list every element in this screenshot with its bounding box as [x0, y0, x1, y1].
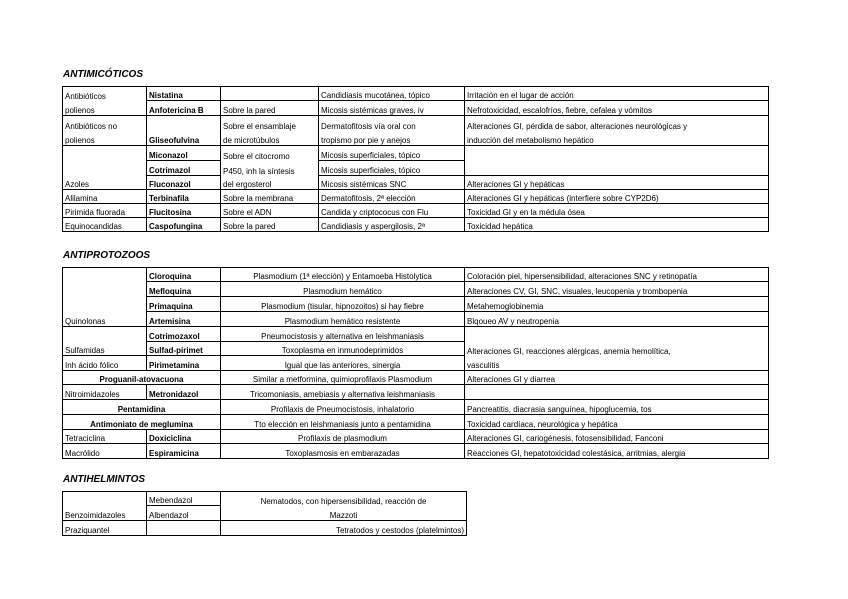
mechanism-cell: de microtúbulos	[221, 131, 319, 146]
effect-cell: Alteraciones GI y diarrea	[465, 371, 769, 385]
drug-cell: Terbinafila	[147, 190, 221, 204]
effect-cell: Reacciones GI, hepatotoxicidad colestásica, arritmias, alergia	[465, 444, 769, 459]
effect-cell	[465, 385, 769, 400]
table-row	[63, 146, 769, 161]
antimicoticos-table	[62, 86, 769, 232]
mechanism-cell: Sobre la membrana	[221, 190, 319, 204]
table-row	[63, 492, 467, 506]
drug-cell: Proguanil-atovacuona	[63, 371, 221, 385]
effect-cell: Alteraciones GI y hepáticas	[465, 176, 769, 190]
use-cell: Dermatofitosis, 2ª elección	[319, 190, 465, 204]
mechanism-cell: Sobre el ADN	[221, 204, 319, 218]
drug-cell: Pirimetamina	[147, 356, 221, 371]
table-row	[63, 430, 769, 444]
mechanism-cell: Sobre la pared	[221, 101, 319, 116]
group-cell: Tetraciclina	[63, 430, 147, 444]
drug-cell: Praziquantel	[63, 521, 147, 536]
use-cell: Micosis superficiales, tópico	[319, 146, 465, 161]
table-row	[63, 506, 467, 521]
group-cell: polienos	[63, 101, 147, 116]
use-cell: Candidiasis y aspergilosis, 2ª	[319, 218, 465, 232]
use-cell: Toxoplasmosis en embarazadas	[221, 444, 465, 459]
use-cell: Profilaxis de Pneumocistosis, inhalatorio	[221, 400, 465, 415]
group-cell: Sulfamidas	[63, 342, 147, 356]
group-cell: Benzoimidazoles	[63, 506, 147, 521]
group-cell	[63, 282, 147, 297]
group-cell	[63, 268, 147, 282]
group-cell	[63, 297, 147, 312]
mechanism-cell: Sobre el ensamblaje	[221, 116, 319, 131]
table-row	[63, 297, 769, 312]
mechanism-cell: Sobre el citocromo	[221, 146, 319, 161]
antiprotozoos-table	[62, 267, 769, 459]
effect-cell: Toxicidad hepática	[465, 218, 769, 232]
table-row	[63, 190, 769, 204]
effect-cell: Metahemoglobinemia	[465, 297, 769, 312]
effect-cell: Coloración piel, hipersensibilidad, alteraciones SNC y retinopatía	[465, 268, 769, 282]
drug-cell: Doxiciclina	[147, 430, 221, 444]
drug-cell: Metronidazol	[147, 385, 221, 400]
effect-cell: Alteraciones GI, cariogénesis, fotosensibilidad, Fanconi	[465, 430, 769, 444]
effect-cell: inducción del metabolismo hepático	[465, 131, 769, 146]
table-row	[63, 342, 769, 356]
drug-cell: Cloroquina	[147, 268, 221, 282]
table-row	[63, 131, 769, 146]
table-row	[63, 116, 769, 131]
group-cell: Quinolonas	[63, 312, 147, 327]
effect-cell	[465, 146, 769, 161]
drug-cell: Espiramicina	[147, 444, 221, 459]
table-row	[63, 282, 769, 297]
table-row	[63, 371, 769, 385]
effect-cell	[465, 161, 769, 176]
use-cell: Mazzoti	[221, 506, 467, 521]
empty-cell	[147, 521, 221, 536]
effect-cell: Blqoueo AV y neutropenia	[465, 312, 769, 327]
use-cell: Dermatofitosis vía oral con	[319, 116, 465, 131]
drug-cell: Primaquina	[147, 297, 221, 312]
table-row	[63, 204, 769, 218]
drug-cell: Sulfad-pirimet	[147, 342, 221, 356]
group-cell: Azoles	[63, 176, 147, 190]
use-cell: tropismo por pie y anejos	[319, 131, 465, 146]
group-cell: Inh ácido fólico	[63, 356, 147, 371]
table-row	[63, 385, 769, 400]
effect-cell: Alteraciones CV, GI, SNC, visuales, leucopenia y trombopenia	[465, 282, 769, 297]
drug-cell	[147, 116, 221, 131]
drug-cell: Mefloquina	[147, 282, 221, 297]
use-cell: Igual que las anteriores, sinergia	[221, 356, 465, 371]
antihelmintos-table	[62, 491, 467, 536]
group-cell	[63, 146, 147, 161]
table-row	[63, 521, 467, 536]
group-cell: Alilamina	[63, 190, 147, 204]
group-cell: polienos	[63, 131, 147, 146]
table-row	[63, 327, 769, 342]
drug-cell: Cotrimozaxol	[147, 327, 221, 342]
use-cell: Plasmodium (1ª elección) y Entamoeba Histolytica	[221, 268, 465, 282]
use-cell: Pneumocistosis y alternativa en leishmaniasis	[221, 327, 465, 342]
effect-cell: Pancreatitis, diacrasia sanguínea, hipoglucemia, tos	[465, 400, 769, 415]
mechanism-cell: Sobre la pared	[221, 218, 319, 232]
drug-cell: Pentamidina	[63, 400, 221, 415]
drug-cell: Mebendazol	[147, 492, 221, 506]
use-cell: Similar a metformina, quimioprofilaxis Plasmodium	[221, 371, 465, 385]
use-cell: Plasmodium (tisular, hipnozoitos) si hay fiebre	[221, 297, 465, 312]
use-cell: Plasmodium hemático resistente	[221, 312, 465, 327]
mechanism-cell: del ergosterol	[221, 176, 319, 190]
mechanism-cell	[221, 87, 319, 101]
use-cell: Candidiasis mucotánea, tópico	[319, 87, 465, 101]
table-row	[63, 415, 769, 430]
drug-cell: Artemisina	[147, 312, 221, 327]
effect-cell: Alteraciones GI, pérdida de sabor, alteraciones neurológicas y	[465, 116, 769, 131]
use-cell: Micosis sistémicas graves, iv	[319, 101, 465, 116]
group-cell: Antibióticos no	[63, 116, 147, 131]
drug-cell: Caspofungina	[147, 218, 221, 232]
drug-cell: Nistatina	[147, 87, 221, 101]
group-cell	[63, 327, 147, 342]
group-cell: Nitroimidazoles	[63, 385, 147, 400]
use-cell: Candida y criptococus con Flu	[319, 204, 465, 218]
mechanism-cell: P450, inh la síntesis	[221, 161, 319, 176]
effect-cell: vasculitis	[465, 356, 769, 371]
drug-cell: Anfotericina B	[147, 101, 221, 116]
table-row	[63, 87, 769, 101]
use-cell: Toxoplasma en inmunodeprimidos	[221, 342, 465, 356]
group-cell: Pirimida fluorada	[63, 204, 147, 218]
table-row	[63, 218, 769, 232]
group-cell: Antibióticos	[63, 87, 147, 101]
table-row	[63, 356, 769, 371]
use-cell: Micosis sistémicas SNC	[319, 176, 465, 190]
group-cell: Macrólido	[63, 444, 147, 459]
effect-cell: Toxicidad cardíaca, neurológica y hepática	[465, 415, 769, 430]
use-cell: Tricomoniasis, amebiasis y alternativa leishmaniasis	[221, 385, 465, 400]
table-row	[63, 312, 769, 327]
drug-cell: Gliseofulvina	[147, 131, 221, 146]
table-row	[63, 268, 769, 282]
drug-cell: Miconazol	[147, 146, 221, 161]
effect-cell: Alteraciones GI, reacciones alérgicas, anemia hemolítica,	[465, 342, 769, 356]
effect-cell	[465, 327, 769, 342]
table-row	[63, 161, 769, 176]
drug-cell: Cotrimazol	[147, 161, 221, 176]
use-cell: Profilaxis de plasmodium	[221, 430, 465, 444]
effect-cell: Alteraciones GI y hepáticas (interfiere sobre CYP2D6)	[465, 190, 769, 204]
group-cell	[63, 161, 147, 176]
use-cell: Tetratodos y cestodos (platelmintos)	[221, 521, 467, 536]
effect-cell: Toxicidad GI y en la médula ósea	[465, 204, 769, 218]
table-row	[63, 176, 769, 190]
section-title-antimicoticos: ANTIMICÓTICOS	[63, 69, 143, 80]
effect-cell: Nefrotoxicidad, escalofríos, fiebre, cefalea y vómitos	[465, 101, 769, 116]
table-row	[63, 101, 769, 116]
use-cell: Plasmodium hemático	[221, 282, 465, 297]
section-title-antihelmintos: ANTIHELMINTOS	[63, 474, 146, 485]
drug-cell: Albendazol	[147, 506, 221, 521]
drug-cell: Antimoniato de meglumina	[63, 415, 221, 430]
drug-cell: Fluconazol	[147, 176, 221, 190]
table-row	[63, 400, 769, 415]
effect-cell: Irritación en el lugar de acción	[465, 87, 769, 101]
table-row	[63, 444, 769, 459]
use-cell: Tto elección en leishmaniasis junto a pentamidina	[221, 415, 465, 430]
use-cell: Micosis superficiales, tópico	[319, 161, 465, 176]
drug-cell: Flucitosina	[147, 204, 221, 218]
use-cell: Nematodos, con hipersensibilidad, reacción de	[221, 492, 467, 506]
group-cell	[63, 492, 147, 506]
section-title-antiprotozoos: ANTIPROTOZOOS	[63, 250, 151, 261]
group-cell: Equinocandidas	[63, 218, 147, 232]
